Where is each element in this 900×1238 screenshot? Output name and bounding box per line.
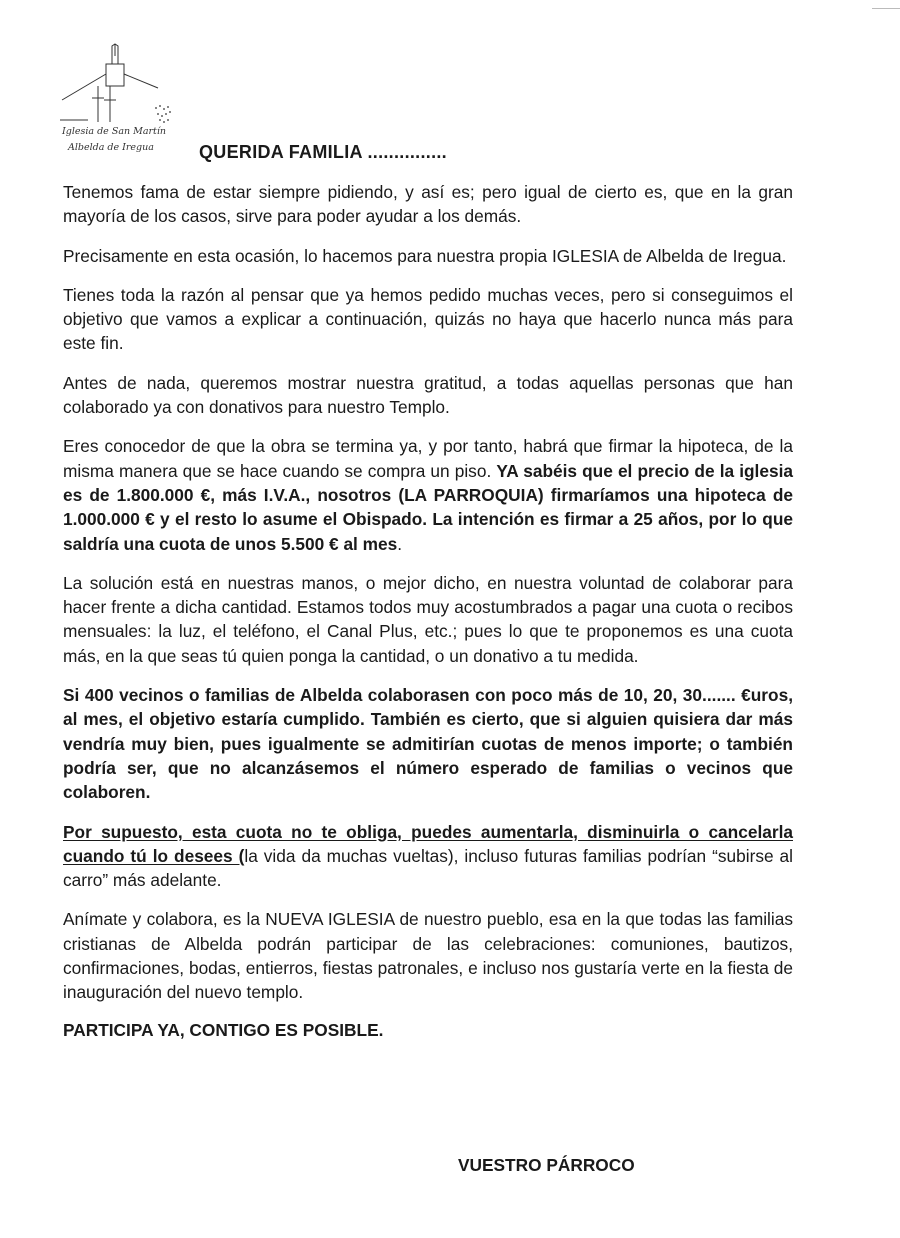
paragraph-9: Anímate y colabora, es la NUEVA IGLESIA de nuestro pueblo, esa en la que todas las familias cristianas de Albelda podrán participar de las celebraciones: comuniones, bautizos, confirmaciones, bodas, entierros, fiestas patronales, e incluso nos gustaría verte en la fiesta de inauguración del nuevo templo. <box>63 909 793 1003</box>
letter-greeting: QUERIDA FAMILIA ............... <box>199 142 447 162</box>
paragraph-5-intro: Eres conocedor de que la obra se termina ya, y por tanto, habrá que firmar la hipoteca, de la misma manera que se hace cuando se compra un piso. <box>63 436 793 481</box>
signature: VUESTRO PÁRROCO <box>458 1155 635 1175</box>
paragraph-8 <box>63 820 793 893</box>
paragraph-8-commitment: Por supuesto, esta cuota no te obliga, puedes aumentarla, disminuirla o cancelarla cuando tú lo desees ( <box>63 821 793 866</box>
paragraph-2: Precisamente en esta ocasión, lo hacemos para nuestra propia IGLESIA de Albelda de Iregua. <box>63 245 787 266</box>
paragraph-5 <box>63 434 793 555</box>
church-drawing-icon <box>58 42 188 132</box>
logo-parish-name: Iglesia de San Martín <box>62 126 167 137</box>
logo-town-name: Albelda de Iregua <box>68 142 154 153</box>
paragraph-4: Antes de nada, queremos mostrar nuestra gratitud, a todas aquellas personas que han colaborado ya con donativos para nuestro Templo. <box>63 372 793 418</box>
paragraph-8-rest: la vida da muchas vueltas), incluso futuras familias podrían “subirse al carro” más adelante. <box>63 845 794 891</box>
paragraph-5-end: . <box>397 533 403 554</box>
closing-call-to-action: PARTICIPA YA, CONTIGO ES POSIBLE. <box>63 1019 384 1040</box>
letter-body <box>63 180 793 1041</box>
paragraph-7: Si 400 vecinos o familias de Albelda colaborasen con poco más de 10, 20, 30....... €uros, al mes, el objetivo estaría cumplido. También es cierto, que si alguien quisiera dar más vendría muy bien, pues igualmente se admitirían cuotas de menos importe; o también podría ser, que no alcanzásemos el número esperado de familias o vecinos que colaboren. <box>63 685 793 803</box>
paragraph-1: Tenemos fama de estar siempre pidiendo, y así es; pero igual de cierto es, que en la gran mayoría de los casos, sirve para poder ayudar a los demás. <box>63 182 793 227</box>
paragraph-3: Tienes toda la razón al pensar que ya hemos pedido muchas veces, pero si conseguimos el objetivo que vamos a explicar a continuación, quizás no haya que hacerlo nunca más para este fin. <box>63 284 793 354</box>
paragraph-5-mortgage-details: YA sabéis que el precio de la iglesia es de 1.800.000 €, más I.V.A., nosotros (LA PARROQUIA) firmaríamos una hipoteca de 1.000.000 € y el resto lo asume el Obispado. La intención es firmar a 25 años, por lo que saldría una cuota de unos 5.500 € al mes <box>63 460 793 554</box>
paragraph-6: La solución está en nuestras manos, o mejor dicho, en nuestra voluntad de colaborar para hacer frente a dicha cantidad. Estamos todos muy acostumbrados a pagar una cuota o recibos mensuales: la luz, el teléfono, el Canal Plus, etc.; pues lo que te proponemos es una cuota más, en la que seas tú quien ponga la cantidad, o un donativo a tu medida. <box>63 572 793 666</box>
parish-logo <box>58 42 188 160</box>
scan-edge-mark <box>872 8 900 9</box>
